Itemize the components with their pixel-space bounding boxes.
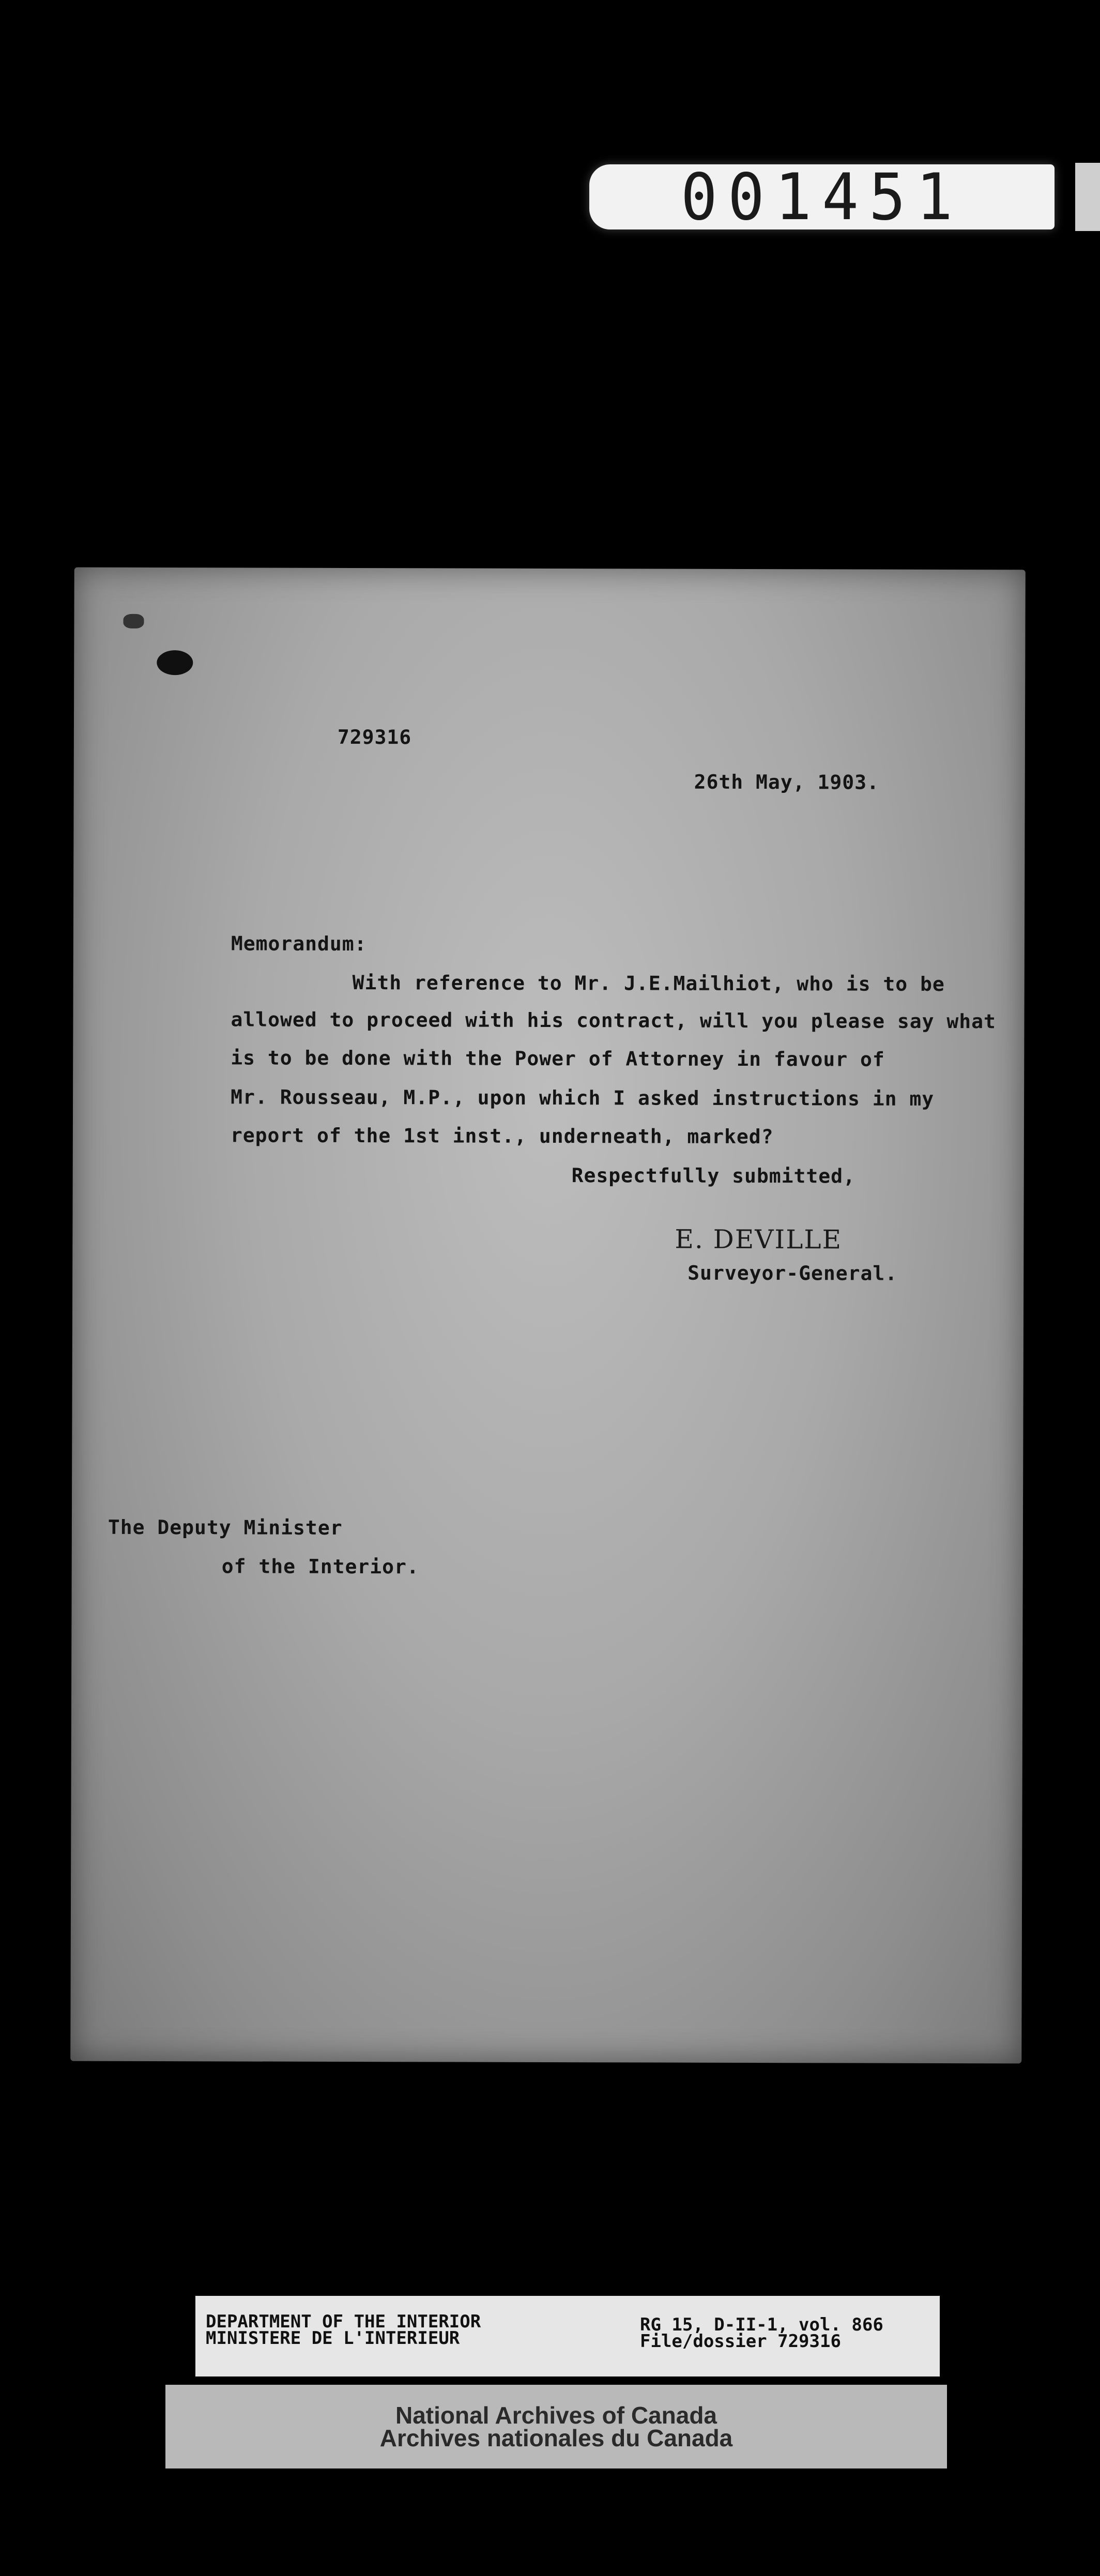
file-number: 729316 xyxy=(337,725,412,749)
file-dossier: File/dossier 729316 xyxy=(640,2331,841,2352)
signature-stamp: E. DEVILLE xyxy=(675,1224,843,1255)
department-en: DEPARTMENT OF THE INTERIOR xyxy=(206,2311,481,2332)
punch-hole xyxy=(157,650,193,675)
catalog-label xyxy=(195,2296,940,2376)
department-fr: MINISTERE DE L'INTERIEUR xyxy=(206,2328,460,2349)
reference-block xyxy=(640,2314,883,2352)
memo-heading: Memorandum: xyxy=(231,932,367,956)
archive-label xyxy=(165,2385,947,2468)
archive-name-en: National Archives of Canada xyxy=(395,2402,717,2429)
addressee-line: The Deputy Minister xyxy=(108,1515,343,1539)
body-line: Mr. Rousseau, M.P., upon which I asked instructions in my xyxy=(231,1085,935,1110)
body-line: With reference to Mr. J.E.Mailhiot, who is to be xyxy=(352,971,945,996)
frame-number-label xyxy=(589,159,1055,235)
frame-tab xyxy=(1075,163,1100,231)
document-page xyxy=(70,568,1026,2064)
department-names xyxy=(206,2313,481,2347)
closing-text: Respectfully submitted, xyxy=(571,1164,855,1188)
document-date: 26th May, 1903. xyxy=(694,770,879,794)
reference-number: RG 15, D-II-1, vol. 866 xyxy=(640,2314,883,2335)
body-line: allowed to proceed with his contract, will you please say what xyxy=(231,1008,996,1033)
frame-number-text: 001451 xyxy=(680,159,964,235)
addressee-line: of the Interior. xyxy=(221,1555,419,1578)
body-line: is to be done with the Power of Attorney in favour of xyxy=(231,1046,885,1071)
body-line: report of the 1st inst., underneath, marked? xyxy=(230,1124,774,1148)
punch-mark xyxy=(123,614,144,628)
archive-name-fr: Archives nationales du Canada xyxy=(379,2425,733,2451)
signature-title: Surveyor-General. xyxy=(688,1261,898,1285)
